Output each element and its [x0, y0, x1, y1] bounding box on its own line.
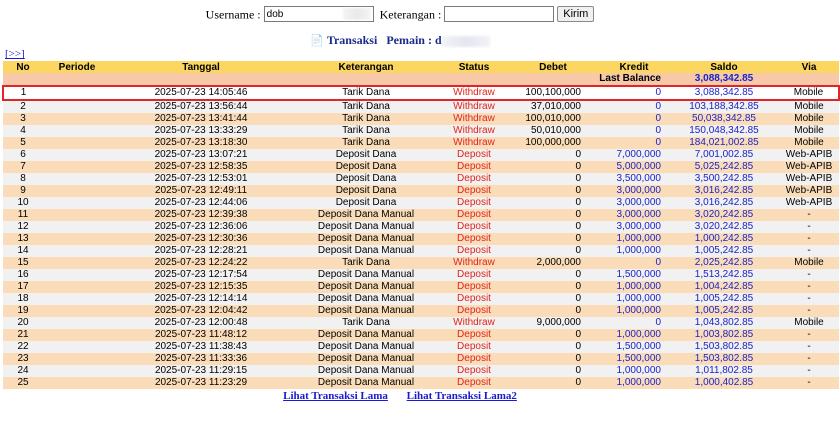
- cell-via: Web-APIB: [779, 161, 839, 173]
- cell-saldo: 184,021,002.85: [669, 137, 779, 149]
- cell-kredit: 3,000,000: [599, 209, 669, 221]
- cell-no: 16: [3, 269, 43, 281]
- cell-debet: 0: [507, 377, 599, 389]
- cell-debet: 100,000,000: [507, 137, 599, 149]
- cell-no: 8: [3, 173, 43, 185]
- cell-kredit: 1,000,000: [599, 281, 669, 293]
- last-balance-row: [3, 73, 839, 86]
- title-transaksi: Transaksi: [326, 33, 378, 47]
- cell-periode: [43, 100, 111, 113]
- table-row: [3, 293, 839, 305]
- cell-saldo: 3,088,342.85: [669, 86, 779, 100]
- cell-keterangan: Deposit Dana Manual: [291, 221, 441, 233]
- cell-saldo: 50,038,342.85: [669, 113, 779, 125]
- cell-keterangan: Tarik Dana: [291, 317, 441, 329]
- cell-keterangan: Deposit Dana Manual: [291, 329, 441, 341]
- cell-debet: 0: [507, 341, 599, 353]
- cell-keterangan: Deposit Dana Manual: [291, 377, 441, 389]
- cell-tanggal: 2025-07-23 13:41:44: [111, 113, 291, 125]
- table-header-row: [3, 61, 839, 73]
- cell-saldo: 7,001,002.85: [669, 149, 779, 161]
- cell-kredit: 1,000,000: [599, 293, 669, 305]
- cell-kredit: 0: [599, 317, 669, 329]
- cell-periode: [43, 197, 111, 209]
- cell-via: -: [779, 233, 839, 245]
- cell-via: Web-APIB: [779, 185, 839, 197]
- page-title: [0, 33, 800, 48]
- cell-debet: 100,010,000: [507, 113, 599, 125]
- cell-debet: 0: [507, 221, 599, 233]
- cell-keterangan: Deposit Dana Manual: [291, 365, 441, 377]
- cell-status: Deposit: [441, 353, 507, 365]
- cell-kredit: 3,500,000: [599, 173, 669, 185]
- cell-periode: [43, 377, 111, 389]
- cell-periode: [43, 293, 111, 305]
- table-row: [3, 281, 839, 293]
- cell-tanggal: 2025-07-23 11:33:36: [111, 353, 291, 365]
- cell-kredit: 1,000,000: [599, 329, 669, 341]
- cell-tanggal: 2025-07-23 12:04:42: [111, 305, 291, 317]
- cell-saldo: 1,011,802.85: [669, 365, 779, 377]
- cell-saldo: 2,025,242.85: [669, 257, 779, 269]
- cell-kredit: 0: [599, 137, 669, 149]
- cell-status: Withdraw: [441, 257, 507, 269]
- cell-no: 10: [3, 197, 43, 209]
- cell-tanggal: 2025-07-23 12:49:11: [111, 185, 291, 197]
- cell-debet: 0: [507, 353, 599, 365]
- cell-via: -: [779, 305, 839, 317]
- cell-status: Deposit: [441, 365, 507, 377]
- cell-tanggal: 2025-07-23 12:30:36: [111, 233, 291, 245]
- table-row: [3, 125, 839, 137]
- cell-periode: [43, 305, 111, 317]
- table-row: [3, 86, 839, 100]
- cell-no: 22: [3, 341, 43, 353]
- cell-tanggal: 2025-07-23 11:38:43: [111, 341, 291, 353]
- cell-saldo: 1,005,242.85: [669, 293, 779, 305]
- table-row: [3, 329, 839, 341]
- table-row: [3, 221, 839, 233]
- cell-kredit: 5,000,000: [599, 161, 669, 173]
- table-row: [3, 365, 839, 377]
- title-pemain: Pemain : d: [386, 33, 442, 47]
- cell-debet: 0: [507, 293, 599, 305]
- cell-kredit: 1,500,000: [599, 269, 669, 281]
- cell-kredit: 1,000,000: [599, 245, 669, 257]
- cell-debet: 0: [507, 233, 599, 245]
- cell-kredit: 3,000,000: [599, 221, 669, 233]
- cell-debet: 0: [507, 173, 599, 185]
- cell-periode: [43, 341, 111, 353]
- cell-saldo: 1,003,802.85: [669, 329, 779, 341]
- cell-keterangan: Deposit Dana Manual: [291, 353, 441, 365]
- cell-no: 5: [3, 137, 43, 149]
- cell-keterangan: Deposit Dana Manual: [291, 209, 441, 221]
- footer-links: [0, 390, 800, 402]
- cell-no: 1: [3, 86, 43, 100]
- cell-no: 19: [3, 305, 43, 317]
- cell-saldo: 5,025,242.85: [669, 161, 779, 173]
- cell-tanggal: 2025-07-23 12:44:06: [111, 197, 291, 209]
- cell-keterangan: Deposit Dana Manual: [291, 341, 441, 353]
- transactions-table: [2, 61, 840, 389]
- cell-status: Withdraw: [441, 86, 507, 100]
- cell-status: Deposit: [441, 173, 507, 185]
- table-row: [3, 353, 839, 365]
- cell-keterangan: Tarik Dana: [291, 86, 441, 100]
- cell-status: Withdraw: [441, 137, 507, 149]
- cell-via: Mobile: [779, 257, 839, 269]
- col-tanggal[interactable]: Tanggal: [111, 61, 291, 73]
- cell-no: 17: [3, 281, 43, 293]
- cell-status: Withdraw: [441, 125, 507, 137]
- cell-keterangan: Deposit Dana: [291, 185, 441, 197]
- cell-saldo: 1,000,242.85: [669, 233, 779, 245]
- cell-debet: 0: [507, 149, 599, 161]
- cell-tanggal: 2025-07-23 12:15:35: [111, 281, 291, 293]
- col-via[interactable]: Via: [779, 61, 839, 73]
- cell-periode: [43, 317, 111, 329]
- cell-debet: 0: [507, 245, 599, 257]
- cell-keterangan: Tarik Dana: [291, 257, 441, 269]
- cell-keterangan: Tarik Dana: [291, 113, 441, 125]
- cell-saldo: 3,020,242.85: [669, 209, 779, 221]
- cell-periode: [43, 269, 111, 281]
- cell-tanggal: 2025-07-23 11:48:12: [111, 329, 291, 341]
- cell-saldo: 1,000,402.85: [669, 377, 779, 389]
- cell-debet: 0: [507, 185, 599, 197]
- cell-debet: 0: [507, 209, 599, 221]
- cell-debet: 0: [507, 305, 599, 317]
- cell-no: 14: [3, 245, 43, 257]
- cell-debet: 9,000,000: [507, 317, 599, 329]
- cell-status: Deposit: [441, 245, 507, 257]
- keterangan-input[interactable]: [444, 6, 554, 22]
- cell-kredit: 7,000,000: [599, 149, 669, 161]
- cell-debet: 0: [507, 365, 599, 377]
- last-balance-value: 3,088,342.85: [669, 73, 779, 86]
- cell-no: 23: [3, 353, 43, 365]
- cell-via: -: [779, 269, 839, 281]
- table-row: [3, 161, 839, 173]
- cell-via: -: [779, 245, 839, 257]
- cell-status: Deposit: [441, 197, 507, 209]
- cell-periode: [43, 245, 111, 257]
- table-row: [3, 317, 839, 329]
- cell-keterangan: Tarik Dana: [291, 125, 441, 137]
- cell-periode: [43, 329, 111, 341]
- cell-via: -: [779, 377, 839, 389]
- col-saldo[interactable]: Saldo: [669, 61, 779, 73]
- cell-saldo: 1,005,242.85: [669, 245, 779, 257]
- cell-tanggal: 2025-07-23 12:00:48: [111, 317, 291, 329]
- cell-tanggal: 2025-07-23 12:58:35: [111, 161, 291, 173]
- cell-no: 2: [3, 100, 43, 113]
- cell-keterangan: Deposit Dana Manual: [291, 233, 441, 245]
- cell-tanggal: 2025-07-23 13:33:29: [111, 125, 291, 137]
- table-row: [3, 269, 839, 281]
- cell-no: 21: [3, 329, 43, 341]
- expand-link[interactable]: [>>]: [5, 48, 25, 60]
- cell-no: 25: [3, 377, 43, 389]
- cell-via: Mobile: [779, 113, 839, 125]
- table-row: [3, 341, 839, 353]
- cell-debet: 0: [507, 161, 599, 173]
- table-row: [3, 100, 839, 113]
- cell-via: Mobile: [779, 125, 839, 137]
- keterangan-label: Keterangan :: [379, 7, 442, 22]
- cell-status: Deposit: [441, 161, 507, 173]
- cell-via: -: [779, 329, 839, 341]
- cell-tanggal: 2025-07-23 12:28:21: [111, 245, 291, 257]
- cell-via: -: [779, 365, 839, 377]
- cell-no: 4: [3, 125, 43, 137]
- cell-debet: 100,100,000: [507, 86, 599, 100]
- cell-status: Deposit: [441, 221, 507, 233]
- cell-kredit: 0: [599, 257, 669, 269]
- cell-saldo: 3,500,242.85: [669, 173, 779, 185]
- cell-status: Deposit: [441, 209, 507, 221]
- cell-tanggal: 2025-07-23 12:53:01: [111, 173, 291, 185]
- cell-debet: 0: [507, 329, 599, 341]
- cell-tanggal: 2025-07-23 13:07:21: [111, 149, 291, 161]
- cell-kredit: 1,000,000: [599, 233, 669, 245]
- col-kredit[interactable]: Kredit: [599, 61, 669, 73]
- cell-no: 15: [3, 257, 43, 269]
- cell-kredit: 1,000,000: [599, 365, 669, 377]
- col-status[interactable]: Status: [441, 61, 507, 73]
- search-form: [0, 6, 800, 22]
- table-row: [3, 245, 839, 257]
- cell-no: 20: [3, 317, 43, 329]
- cell-saldo: 150,048,342.85: [669, 125, 779, 137]
- cell-tanggal: 2025-07-23 14:05:46: [111, 86, 291, 100]
- cell-periode: [43, 149, 111, 161]
- cell-periode: [43, 161, 111, 173]
- cell-debet: 50,010,000: [507, 125, 599, 137]
- cell-no: 12: [3, 221, 43, 233]
- cell-saldo: 1,043,802.85: [669, 317, 779, 329]
- cell-status: Deposit: [441, 269, 507, 281]
- cell-status: Deposit: [441, 293, 507, 305]
- cell-via: Web-APIB: [779, 149, 839, 161]
- cell-via: Mobile: [779, 317, 839, 329]
- cell-no: 13: [3, 233, 43, 245]
- cell-status: Deposit: [441, 233, 507, 245]
- cell-saldo: 1,503,802.85: [669, 353, 779, 365]
- cell-no: 3: [3, 113, 43, 125]
- cell-debet: 0: [507, 269, 599, 281]
- cell-saldo: 3,016,242.85: [669, 185, 779, 197]
- cell-no: 24: [3, 365, 43, 377]
- cell-tanggal: 2025-07-23 11:23:29: [111, 377, 291, 389]
- cell-no: 11: [3, 209, 43, 221]
- cell-tanggal: 2025-07-23 13:56:44: [111, 100, 291, 113]
- cell-debet: 0: [507, 281, 599, 293]
- cell-no: 9: [3, 185, 43, 197]
- cell-status: Deposit: [441, 329, 507, 341]
- cell-no: 6: [3, 149, 43, 161]
- cell-kredit: 1,000,000: [599, 377, 669, 389]
- cell-saldo: 3,016,242.85: [669, 197, 779, 209]
- table-row: [3, 185, 839, 197]
- cell-saldo: 1,005,242.85: [669, 305, 779, 317]
- cell-periode: [43, 233, 111, 245]
- cell-status: Deposit: [441, 305, 507, 317]
- cell-no: 7: [3, 161, 43, 173]
- table-row: [3, 257, 839, 269]
- cell-via: -: [779, 221, 839, 233]
- cell-tanggal: 2025-07-23 13:18:30: [111, 137, 291, 149]
- table-row: [3, 113, 839, 125]
- cell-keterangan: Deposit Dana Manual: [291, 245, 441, 257]
- table-row: [3, 197, 839, 209]
- cell-tanggal: 2025-07-23 12:36:06: [111, 221, 291, 233]
- cell-via: Mobile: [779, 86, 839, 100]
- cell-debet: 37,010,000: [507, 100, 599, 113]
- cell-kredit: 0: [599, 113, 669, 125]
- col-keterangan[interactable]: Keterangan: [291, 61, 441, 73]
- cell-via: -: [779, 209, 839, 221]
- old-transactions-link[interactable]: Lihat Transaksi Lama: [283, 390, 388, 402]
- cell-status: Withdraw: [441, 100, 507, 113]
- cell-tanggal: 2025-07-23 12:17:54: [111, 269, 291, 281]
- cell-keterangan: Tarik Dana: [291, 137, 441, 149]
- old-transactions2-link[interactable]: Lihat Transaksi Lama2: [406, 390, 517, 402]
- cell-kredit: 1,500,000: [599, 353, 669, 365]
- cell-keterangan: Tarik Dana: [291, 100, 441, 113]
- username-redaction: [343, 8, 371, 20]
- col-periode[interactable]: Periode: [43, 61, 111, 73]
- cell-via: Mobile: [779, 100, 839, 113]
- cell-status: Deposit: [441, 281, 507, 293]
- table-row: [3, 233, 839, 245]
- cell-saldo: 1,503,802.85: [669, 341, 779, 353]
- cell-keterangan: Deposit Dana Manual: [291, 269, 441, 281]
- cell-status: Deposit: [441, 341, 507, 353]
- cell-keterangan: Deposit Dana: [291, 197, 441, 209]
- cell-periode: [43, 125, 111, 137]
- table-row: [3, 149, 839, 161]
- cell-tanggal: 2025-07-23 11:29:15: [111, 365, 291, 377]
- cell-saldo: 1,004,242.85: [669, 281, 779, 293]
- last-balance-empty: [779, 73, 839, 86]
- cell-kredit: 0: [599, 100, 669, 113]
- cell-periode: [43, 86, 111, 100]
- cell-periode: [43, 173, 111, 185]
- username-label: Username :: [205, 7, 261, 22]
- cell-via: -: [779, 293, 839, 305]
- cell-saldo: 1,513,242.85: [669, 269, 779, 281]
- last-balance-label: Last Balance: [3, 73, 669, 86]
- cell-periode: [43, 365, 111, 377]
- table-row: [3, 209, 839, 221]
- cell-status: Withdraw: [441, 317, 507, 329]
- cell-saldo: 3,020,242.85: [669, 221, 779, 233]
- cell-via: Mobile: [779, 137, 839, 149]
- cell-kredit: 3,000,000: [599, 197, 669, 209]
- player-redaction: [442, 36, 490, 47]
- table-row: [3, 377, 839, 389]
- cell-periode: [43, 113, 111, 125]
- cell-keterangan: Deposit Dana: [291, 173, 441, 185]
- col-debet[interactable]: Debet: [507, 61, 599, 73]
- cell-status: Deposit: [441, 377, 507, 389]
- cell-kredit: 3,000,000: [599, 185, 669, 197]
- cell-debet: 0: [507, 197, 599, 209]
- cell-status: Deposit: [441, 149, 507, 161]
- table-row: [3, 173, 839, 185]
- cell-tanggal: 2025-07-23 12:24:22: [111, 257, 291, 269]
- cell-keterangan: Deposit Dana Manual: [291, 281, 441, 293]
- cell-via: -: [779, 353, 839, 365]
- cell-status: Withdraw: [441, 113, 507, 125]
- cell-via: -: [779, 281, 839, 293]
- cell-no: 18: [3, 293, 43, 305]
- cell-keterangan: Deposit Dana: [291, 161, 441, 173]
- document-icon: 📄: [310, 35, 325, 47]
- table-row: [3, 305, 839, 317]
- table-row: [3, 137, 839, 149]
- cell-periode: [43, 353, 111, 365]
- cell-kredit: 0: [599, 125, 669, 137]
- cell-status: Deposit: [441, 185, 507, 197]
- cell-saldo: 103,188,342.85: [669, 100, 779, 113]
- cell-keterangan: Deposit Dana: [291, 149, 441, 161]
- cell-periode: [43, 137, 111, 149]
- cell-via: Web-APIB: [779, 197, 839, 209]
- cell-keterangan: Deposit Dana Manual: [291, 305, 441, 317]
- cell-tanggal: 2025-07-23 12:14:14: [111, 293, 291, 305]
- cell-via: -: [779, 341, 839, 353]
- cell-periode: [43, 185, 111, 197]
- cell-kredit: 0: [599, 86, 669, 100]
- cell-keterangan: Deposit Dana Manual: [291, 293, 441, 305]
- cell-debet: 2,000,000: [507, 257, 599, 269]
- cell-periode: [43, 281, 111, 293]
- cell-tanggal: 2025-07-23 12:39:38: [111, 209, 291, 221]
- cell-kredit: 1,500,000: [599, 341, 669, 353]
- cell-periode: [43, 209, 111, 221]
- cell-via: Web-APIB: [779, 173, 839, 185]
- cell-periode: [43, 221, 111, 233]
- kirim-button[interactable]: Kirim: [557, 6, 594, 22]
- cell-kredit: 1,000,000: [599, 305, 669, 317]
- cell-periode: [43, 257, 111, 269]
- col-no[interactable]: No: [3, 61, 43, 73]
